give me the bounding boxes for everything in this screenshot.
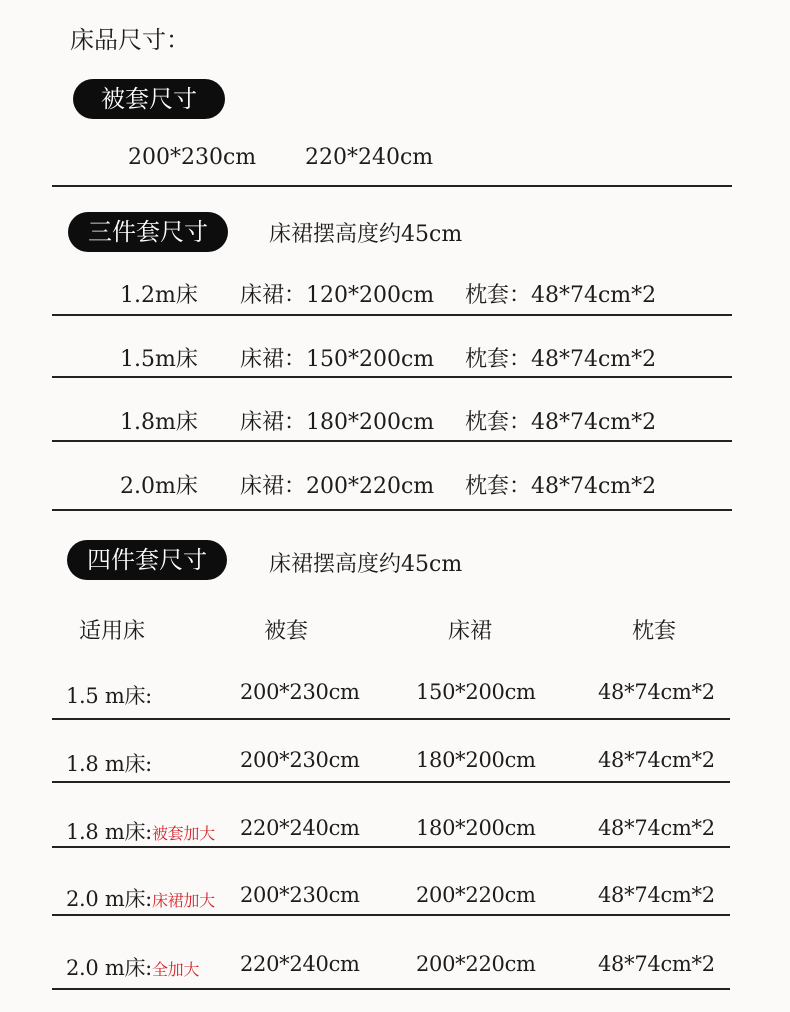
three-piece-bed: 1.5m床 bbox=[120, 347, 198, 372]
three-piece-note: 床裙摆高度约45cm bbox=[269, 222, 463, 247]
header-bed: 适用床 bbox=[78, 619, 145, 644]
divider bbox=[52, 185, 732, 187]
table-cell-bed: 1.8 m床: bbox=[66, 752, 152, 776]
table-cell-duvet: 220*240cm bbox=[240, 952, 360, 976]
duvet-size-2: 220*240cm bbox=[305, 145, 434, 170]
size-tag: 被套加大 bbox=[151, 824, 215, 843]
size-tag: 全加大 bbox=[151, 960, 200, 979]
table-cell-bed: 2.0 m床:床裙加大 bbox=[66, 887, 215, 911]
three-piece-bed: 2.0m床 bbox=[120, 474, 198, 499]
three-piece-bed: 1.8m床 bbox=[120, 410, 198, 435]
three-piece-pillow: 枕套：48*74cm*2 bbox=[465, 347, 657, 372]
table-cell-bed: 1.8 m床:被套加大 bbox=[66, 820, 215, 844]
table-cell-pillow: 48*74cm*2 bbox=[598, 883, 715, 907]
four-piece-badge: 四件套尺寸 bbox=[67, 540, 227, 580]
three-piece-skirt: 床裙：150*200cm bbox=[240, 347, 435, 372]
three-piece-pillow: 枕套：48*74cm*2 bbox=[465, 410, 657, 435]
table-cell-pillow: 48*74cm*2 bbox=[598, 680, 715, 704]
table-cell-skirt: 150*200cm bbox=[416, 680, 536, 704]
duvet-size-1: 200*230cm bbox=[128, 145, 257, 170]
three-piece-skirt: 床裙：120*200cm bbox=[240, 283, 435, 308]
table-cell-skirt: 180*200cm bbox=[416, 816, 536, 840]
divider bbox=[52, 440, 732, 442]
three-piece-badge: 三件套尺寸 bbox=[68, 212, 228, 252]
duvet-size-badge: 被套尺寸 bbox=[73, 79, 225, 119]
table-cell-skirt: 180*200cm bbox=[416, 748, 536, 772]
header-pillow: 枕套 bbox=[631, 619, 676, 644]
divider bbox=[52, 718, 730, 720]
table-cell-duvet: 200*230cm bbox=[240, 883, 360, 907]
table-cell-duvet: 200*230cm bbox=[240, 748, 360, 772]
divider bbox=[52, 846, 730, 848]
three-piece-pillow: 枕套：48*74cm*2 bbox=[465, 283, 657, 308]
table-cell-pillow: 48*74cm*2 bbox=[598, 748, 715, 772]
divider bbox=[52, 988, 730, 990]
table-cell-skirt: 200*220cm bbox=[416, 883, 536, 907]
divider bbox=[52, 509, 732, 511]
table-cell-bed: 2.0 m床:全加大 bbox=[66, 956, 200, 980]
table-cell-duvet: 220*240cm bbox=[240, 816, 360, 840]
page-title: 床品尺寸： bbox=[70, 26, 190, 54]
table-cell-duvet: 200*230cm bbox=[240, 680, 360, 704]
three-piece-skirt: 床裙：200*220cm bbox=[240, 474, 435, 499]
three-piece-skirt: 床裙：180*200cm bbox=[240, 410, 435, 435]
divider bbox=[52, 314, 732, 316]
table-cell-pillow: 48*74cm*2 bbox=[598, 952, 715, 976]
three-piece-bed: 1.2m床 bbox=[120, 283, 198, 308]
table-cell-skirt: 200*220cm bbox=[416, 952, 536, 976]
table-cell-pillow: 48*74cm*2 bbox=[598, 816, 715, 840]
header-skirt: 床裙 bbox=[447, 619, 492, 644]
three-piece-pillow: 枕套：48*74cm*2 bbox=[465, 474, 657, 499]
divider bbox=[52, 781, 730, 783]
table-cell-bed: 1.5 m床: bbox=[66, 684, 152, 708]
divider bbox=[52, 914, 730, 916]
header-duvet: 被套 bbox=[263, 619, 308, 644]
divider bbox=[52, 376, 732, 378]
size-tag: 床裙加大 bbox=[151, 891, 215, 910]
four-piece-note: 床裙摆高度约45cm bbox=[269, 552, 463, 577]
